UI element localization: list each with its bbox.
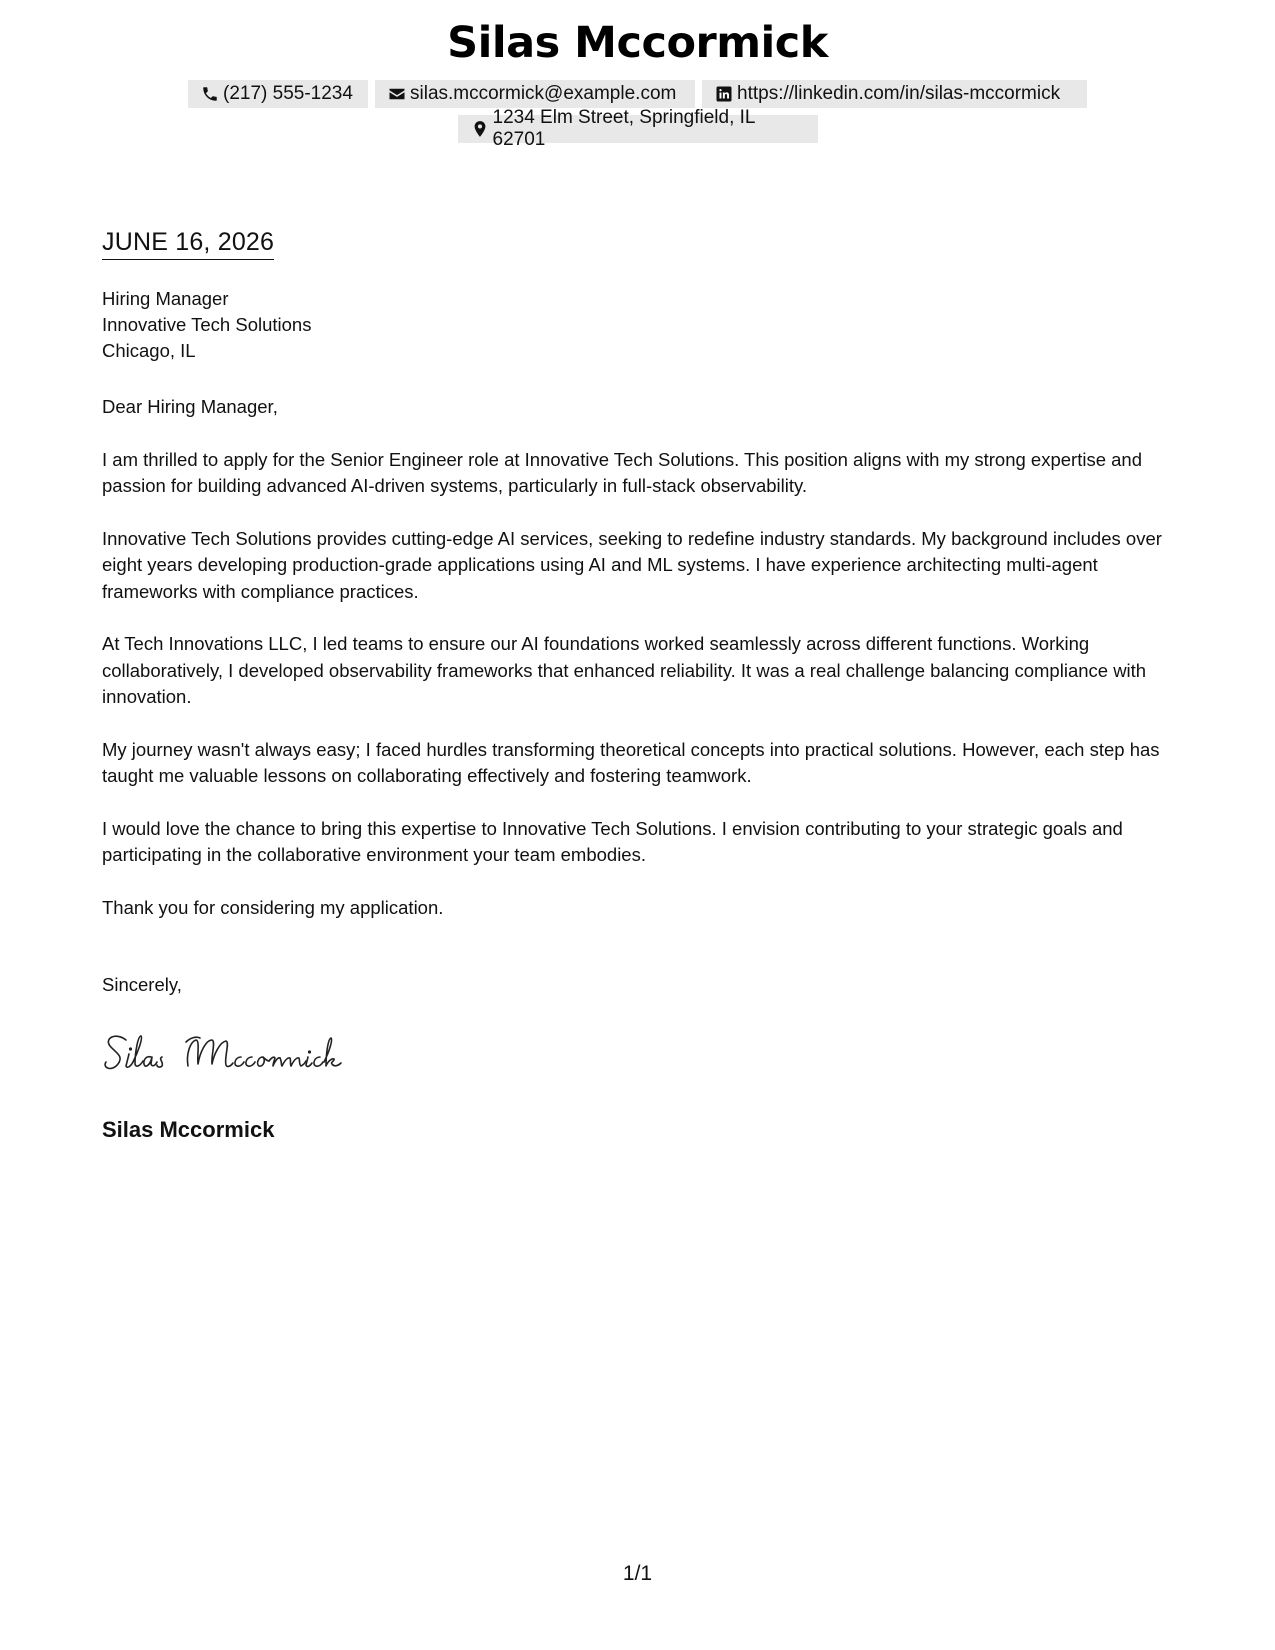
body-paragraph: Innovative Tech Solutions provides cutting-edge AI services, seeking to redefine industry standards. My background includes over eight years developing production-grade applications using AI and ML systems. I have experience architecting multi-agent frameworks with compliance practices. xyxy=(102,527,1162,602)
signature-image xyxy=(102,1028,362,1078)
recipient-block xyxy=(102,286,311,364)
recipient-title: Hiring Manager xyxy=(102,288,229,309)
contact-row xyxy=(0,80,1275,108)
body-paragraph: I am thrilled to apply for the Senior Engineer role at Innovative Tech Solutions. This position aligns with my strong expertise and passion for building advanced AI-driven systems, particularly in full-stack observability. xyxy=(102,448,1142,496)
body-paragraph: My journey wasn't always easy; I faced hurdles transforming theoretical concepts into practical solutions. However, each step has taught me valuable lessons on collaborating effectively and fostering teamwork. xyxy=(102,738,1160,786)
address-text: 1234 Elm Street, Springfield, IL 62701 xyxy=(492,107,755,150)
email-text: silas.mccormick@example.com xyxy=(410,83,677,104)
linkedin-icon xyxy=(715,85,733,103)
email-chip xyxy=(375,80,695,108)
page-number: 1/1 xyxy=(622,1562,653,1585)
signed-name: Silas Mccormick xyxy=(102,1117,275,1142)
body-paragraph: Thank you for considering my application. xyxy=(102,896,444,918)
handwritten-signature xyxy=(102,1028,362,1083)
letter-body xyxy=(102,394,1182,947)
applicant-name: Silas Mccormick xyxy=(447,18,828,68)
letter-date: JUNE 16, 2026 xyxy=(102,228,274,260)
address-chip xyxy=(458,107,818,150)
map-marker-icon xyxy=(471,120,489,138)
linkedin-chip xyxy=(702,80,1087,108)
phone-text: (217) 555-1234 xyxy=(223,83,353,104)
phone-chip xyxy=(188,80,368,108)
body-paragraph: I would love the chance to bring this expertise to Innovative Tech Solutions. I envision contributing to your strategic goals and participating in the collaborative environment your team embodies. xyxy=(102,817,1123,865)
envelope-icon xyxy=(388,85,406,103)
linkedin-text: https://linkedin.com/in/silas-mccormick xyxy=(737,83,1061,104)
salutation: Dear Hiring Manager, xyxy=(102,396,278,417)
address-row xyxy=(0,107,1275,150)
closing: Sincerely, xyxy=(102,974,182,995)
recipient-company: Innovative Tech Solutions xyxy=(102,314,312,335)
phone-icon xyxy=(201,85,219,103)
body-paragraph: At Tech Innovations LLC, I led teams to ensure our AI foundations worked seamlessly across different functions. Working collaboratively, I developed observability frameworks that enhanced reliability. It was a real challenge balancing compliance with innovation. xyxy=(102,633,1147,707)
recipient-location: Chicago, IL xyxy=(102,340,196,361)
